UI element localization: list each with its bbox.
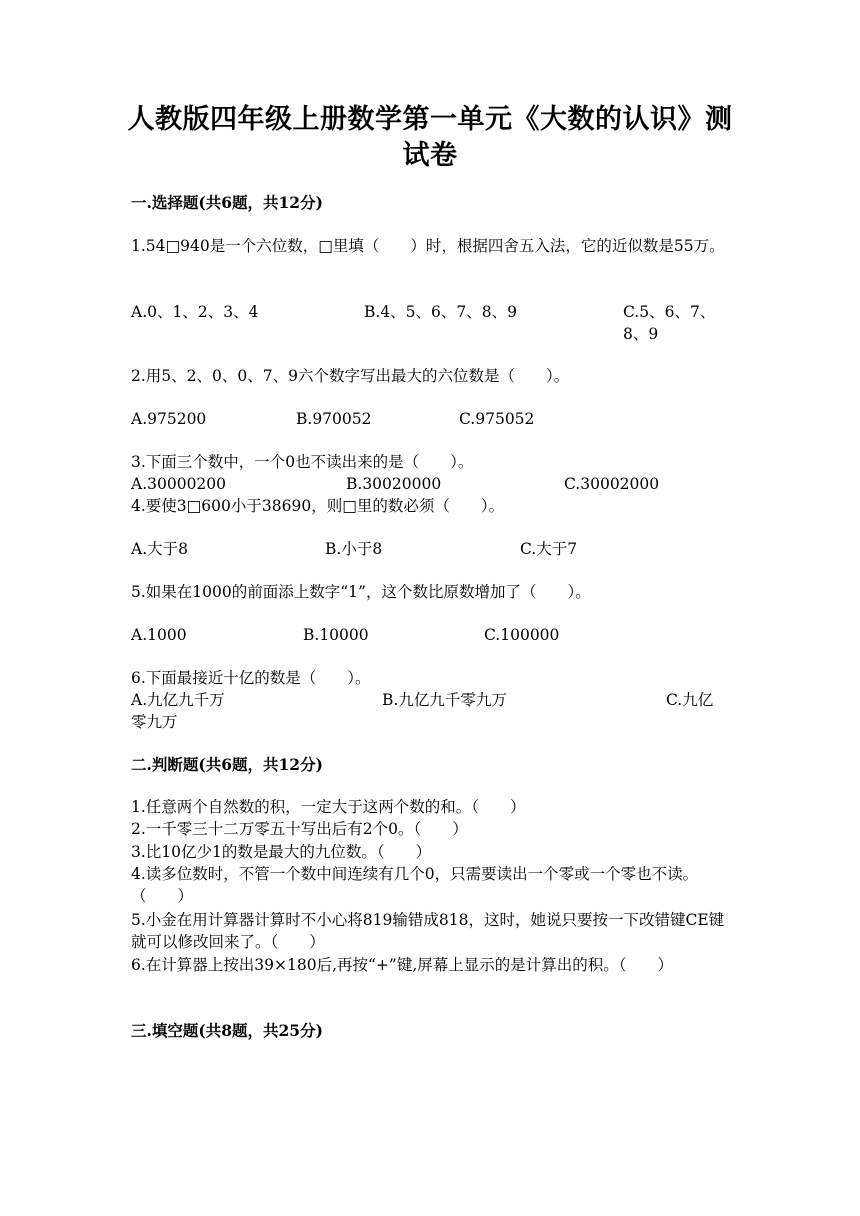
question-2-option-b: B.970052	[296, 410, 372, 428]
judge-item-3: 3.比10亿少1的数是最大的九位数。（ ）	[131, 843, 432, 861]
question-4-stem: 4.要使3□600小于38690，则□里的数必须（ ）。	[131, 497, 505, 515]
question-4-option-c: C.大于7	[520, 540, 578, 558]
question-3-option-b: B.30020000	[346, 475, 442, 493]
section-heading-choice: 一.选择题(共6题，共12分)	[131, 193, 323, 212]
question-6-stem: 6.下面最接近十亿的数是（ ）。	[131, 669, 371, 687]
question-3-option-c: C.30002000	[564, 475, 660, 493]
judge-item-6: 6.在计算器上按出39×180后,再按“+”键,屏幕上显示的是计算出的积。（ ）	[131, 956, 674, 974]
question-5-option-b: B.10000	[303, 626, 369, 644]
question-3-stem: 3.下面三个数中，一个0也不读出来的是（ ）。	[131, 453, 474, 471]
question-1-option-a: A.0、1、2、3、4	[131, 303, 259, 321]
question-6-option-b: B.九亿九千零九万	[382, 691, 507, 709]
question-5-stem: 5.如果在1000的前面添上数字“1”，这个数比原数增加了（ ）。	[131, 583, 591, 601]
question-6-option-a: A.九亿九千万	[131, 691, 225, 709]
question-4-option-a: A.大于8	[131, 540, 188, 558]
question-1-stem: 1.54□940是一个六位数，□里填（ ）时，根据四舍五入法，它的近似数是55万。	[131, 237, 725, 255]
section-heading-fill: 三.填空题(共8题，共25分)	[131, 1021, 323, 1040]
question-2-stem: 2.用5、2、0、0、7、9六个数字写出最大的六位数是（ ）。	[131, 367, 570, 385]
question-5-option-a: A.1000	[131, 626, 187, 644]
judge-item-1: 1.任意两个自然数的积，一定大于这两个数的和。（ ）	[131, 798, 526, 816]
question-6-option-c: C.九亿零九万	[131, 691, 714, 731]
question-5-option-c: C.100000	[484, 626, 560, 644]
judge-item-2: 2.一千零三十二万零五十写出后有2个0。（ ）	[131, 820, 468, 838]
question-1-option-c: C.5、6、7、8、9	[623, 303, 716, 343]
question-3-option-a: A.30000200	[131, 475, 227, 493]
question-1-option-b: B.4、5、6、7、8、9	[364, 303, 517, 321]
judge-item-5: 5.小金在用计算器计算时不小心将819输错成818，这时，她说只要按一下改错键CE键就可以修改回来了。（ ）	[131, 911, 725, 951]
question-2-option-c: C.975052	[459, 410, 535, 428]
judge-item-4: 4.读多位数时，不管一个数中间连续有几个0，只需要读出一个零或一个零也不读。（ ）	[131, 865, 699, 905]
page-title: 人教版四年级上册数学第一单元《大数的认识》测试卷	[127, 104, 733, 171]
question-2-option-a: A.975200	[131, 410, 207, 428]
question-4-option-b: B.小于8	[325, 540, 383, 558]
section-heading-judge: 二.判断题(共6题，共12分)	[131, 755, 323, 774]
